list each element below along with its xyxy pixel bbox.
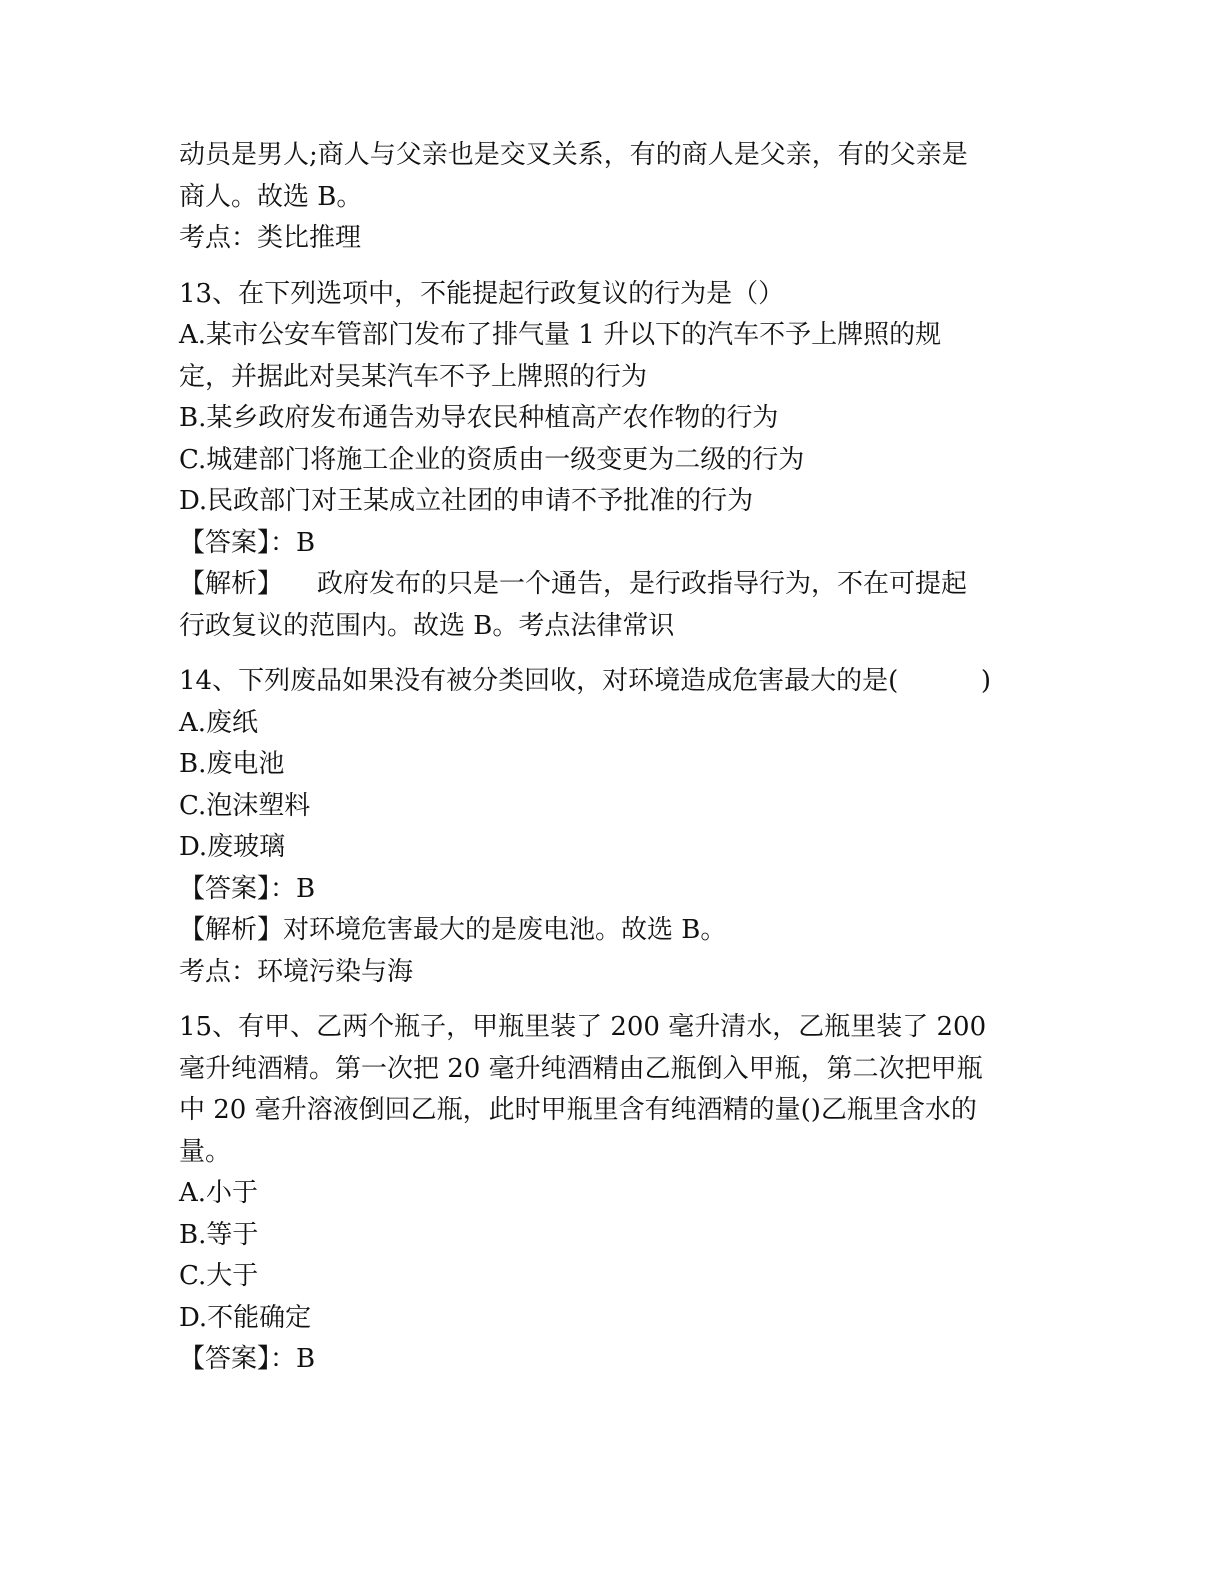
option-c: C.大于 [179, 1261, 259, 1291]
option-d: D.不能确定 [179, 1302, 312, 1333]
question-15 [179, 1007, 1049, 1381]
option-c: C.城建部门将施工企业的资质由一级变更为二级的行为 [179, 444, 805, 475]
answer-line: 【答案】：B [179, 1344, 316, 1374]
option-b: B.废电池 [179, 749, 285, 779]
question-stem-continued: 量。 [179, 1136, 232, 1167]
question-stem-continued: 毫升纯酒精。第一次把 20 毫升纯酒精由乙瓶倒入甲瓶，第二次把甲瓶 [179, 1053, 983, 1084]
question-stem-continued: 中 20 毫升溶液倒回乙瓶，此时甲瓶里含有纯酒精的量()乙瓶里含水的 [179, 1095, 977, 1125]
text-line: 动员是男人;商人与父亲也是交叉关系，有的商人是父亲，有的父亲是 [179, 140, 968, 170]
topic-line: 考点：类比推理 [179, 223, 362, 253]
option-d: D.民政部门对王某成立社团的申请不予批准的行为 [179, 486, 754, 516]
continuation-block [179, 135, 1049, 260]
analysis-continued: 行政复议的范围内。故选 B。考点法律常识 [179, 610, 675, 641]
text-line: 商人。故选 B。 [179, 181, 363, 212]
question-stem: 15、有甲、乙两个瓶子，甲瓶里装了 200 毫升清水，乙瓶里装了 200 [179, 1012, 987, 1042]
analysis-line: 【解析】对环境危害最大的是废电池。故选 B。 [179, 915, 727, 945]
answer-line: 【答案】：B [179, 873, 316, 904]
option-b: B.某乡政府发布通告劝导农民种植高产农作物的行为 [179, 403, 779, 433]
analysis-label: 【解析】 [179, 569, 284, 599]
question-stem: 14、下列废品如果没有被分类回收，对环境造成危害最大的是( ) [179, 666, 992, 696]
analysis-text: 政府发布的只是一个通告，是行政指导行为，不在可提起 [317, 569, 968, 599]
option-a-continued: 定，并据此对吴某汽车不予上牌照的行为 [179, 361, 648, 392]
question-stem: 13、在下列选项中，不能提起行政复议的行为是（） [179, 278, 785, 309]
analysis-line [179, 564, 1049, 606]
option-a: A.小于 [179, 1178, 259, 1208]
answer-line: 【答案】：B [179, 527, 316, 558]
topic-line: 考点：环境污染与海 [179, 956, 414, 987]
option-d: D.废玻璃 [179, 832, 286, 862]
option-c: C.泡沫塑料 [179, 790, 311, 821]
option-a: A.废纸 [179, 707, 259, 738]
option-a: A.某市公安车管部门发布了排气量 1 升以下的汽车不予上牌照的规 [179, 320, 942, 350]
question-14 [179, 661, 1049, 993]
option-b: B.等于 [179, 1219, 259, 1250]
question-13 [179, 274, 1049, 648]
page-content [179, 135, 1049, 1381]
